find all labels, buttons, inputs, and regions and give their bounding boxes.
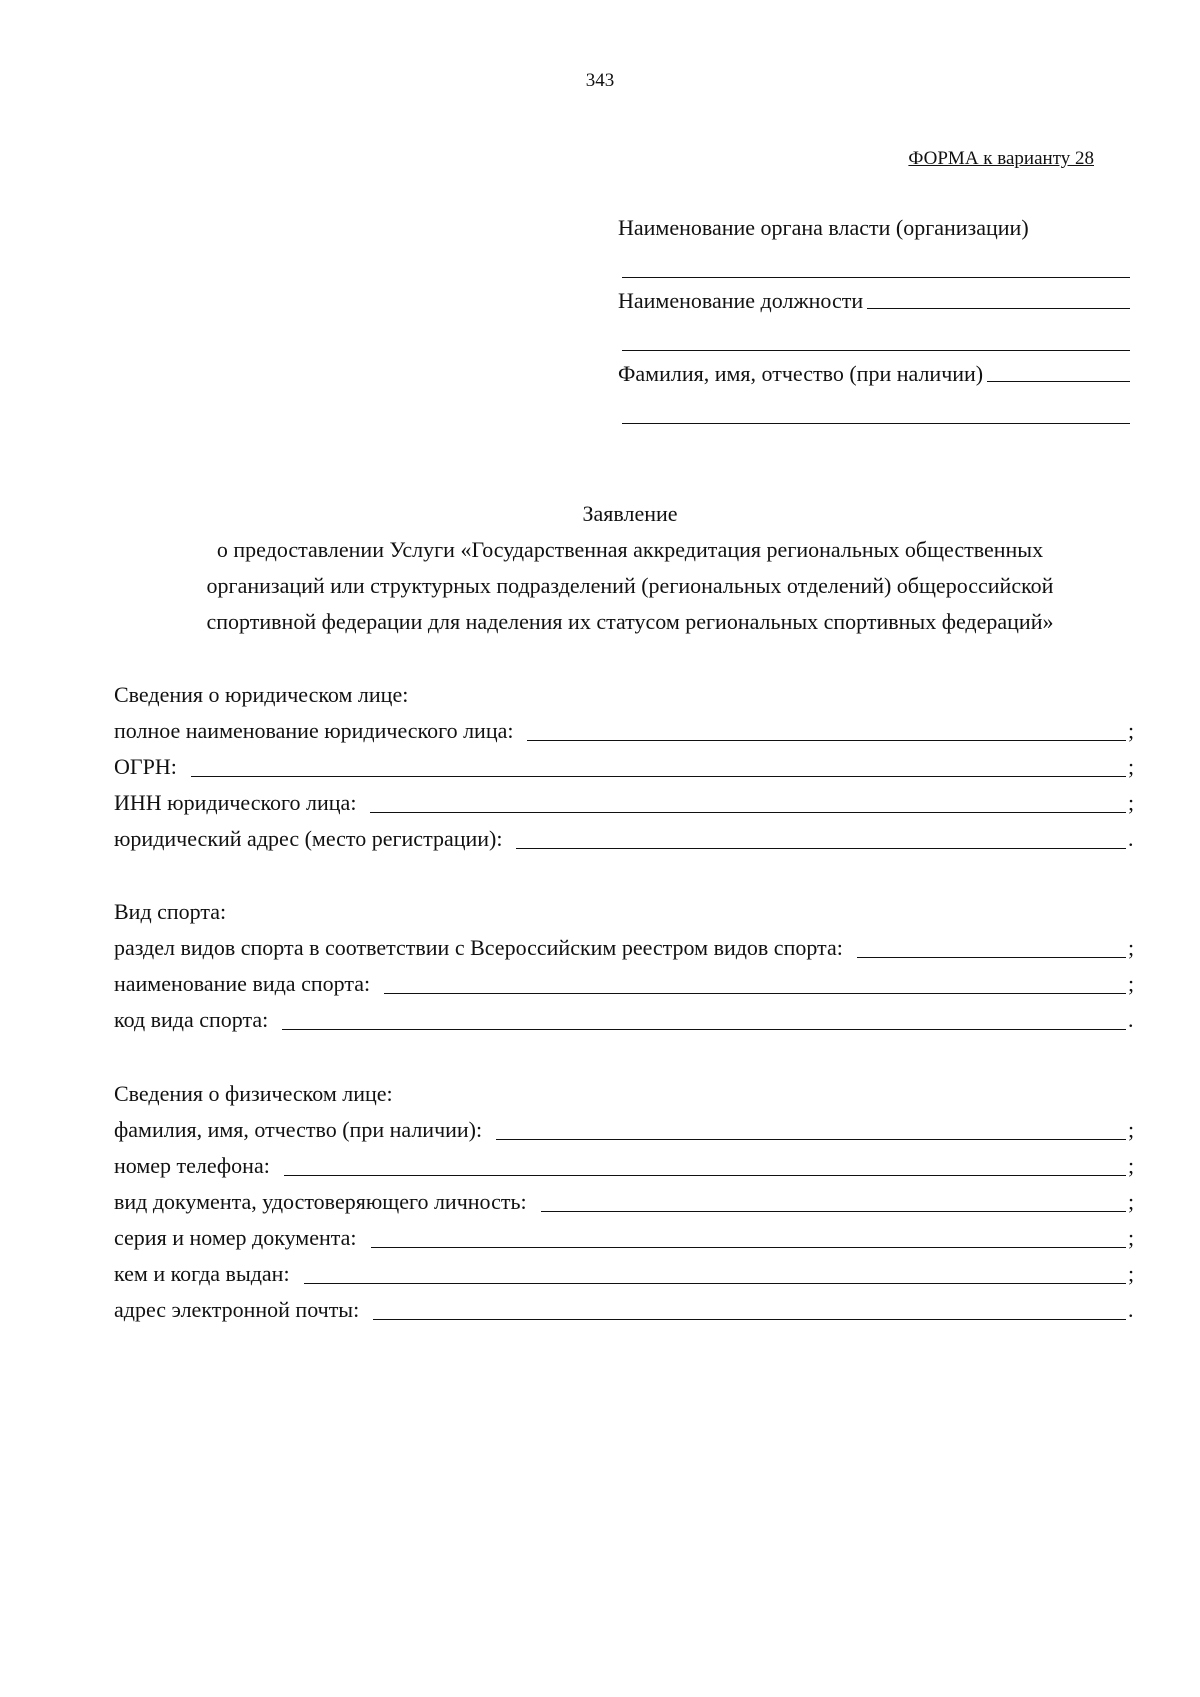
- field-end: ;: [1128, 1189, 1135, 1214]
- authority-blank[interactable]: [622, 241, 1130, 278]
- authority-label: Наименование органа власти (организации): [618, 215, 1029, 240]
- field-label: ИНН юридического лица:: [114, 790, 357, 815]
- position-blank[interactable]: [867, 308, 1130, 309]
- field-label: полное наименование юридического лица:: [114, 718, 514, 743]
- form-reference: ФОРМА к варианту 28: [908, 148, 1094, 169]
- field-end: ;: [1128, 754, 1135, 779]
- field-label: код вида спорта:: [114, 1007, 269, 1032]
- field-label: наименование вида спорта:: [114, 971, 371, 996]
- field-end: ;: [1128, 935, 1135, 960]
- field-end: ;: [1128, 971, 1135, 996]
- field-end: ;: [1128, 1261, 1135, 1286]
- field-row: [114, 1147, 1138, 1183]
- position-blank-2[interactable]: [622, 314, 1130, 351]
- authority-row: [618, 205, 1130, 241]
- field-label: кем и когда выдан:: [114, 1261, 290, 1286]
- section-heading: Вид спорта:: [114, 899, 227, 924]
- page-number: 343: [585, 70, 615, 91]
- field-label: номер телефона:: [114, 1153, 270, 1178]
- field-end: ;: [1128, 1117, 1135, 1142]
- field-input[interactable]: [384, 993, 1126, 994]
- field-row: [114, 1291, 1138, 1327]
- position-label: Наименование должности: [618, 288, 864, 313]
- title-line-3: спортивной федерации для наделения их статусом региональных спортивных федераций»: [206, 609, 1054, 634]
- field-label: юридический адрес (место регистрации):: [114, 826, 503, 851]
- individual-section: [114, 1075, 1138, 1327]
- field-label: раздел видов спорта в соответствии с Всероссийским реестром видов спорта:: [114, 935, 843, 960]
- section-heading: Сведения о физическом лице:: [114, 1081, 393, 1106]
- position-row: [618, 278, 1130, 314]
- field-label: ОГРН:: [114, 754, 177, 779]
- field-end: .: [1128, 826, 1134, 851]
- field-row: [114, 712, 1138, 748]
- field-row: [114, 1111, 1138, 1147]
- field-end: ;: [1128, 1225, 1135, 1250]
- field-input[interactable]: [527, 740, 1126, 741]
- field-input[interactable]: [516, 848, 1126, 849]
- name-blank-2[interactable]: [622, 387, 1130, 424]
- field-end: ;: [1128, 1153, 1135, 1178]
- name-label: Фамилия, имя, отчество (при наличии): [618, 361, 984, 386]
- field-label: адрес электронной почты:: [114, 1297, 360, 1322]
- field-label: серия и номер документа:: [114, 1225, 357, 1250]
- field-input[interactable]: [304, 1283, 1126, 1284]
- field-row: [114, 748, 1138, 784]
- name-row: [618, 351, 1130, 387]
- title-line-2: организаций или структурных подразделений (региональных отделений) общероссийской: [206, 573, 1054, 598]
- field-row: [114, 965, 1138, 1001]
- field-row: [114, 784, 1138, 820]
- document-title: [120, 496, 1140, 640]
- field-input[interactable]: [373, 1319, 1126, 1320]
- field-row: [114, 1183, 1138, 1219]
- field-input[interactable]: [371, 1247, 1126, 1248]
- addressee-block: [618, 205, 1130, 424]
- field-input[interactable]: [191, 776, 1126, 777]
- field-end: ;: [1128, 790, 1135, 815]
- field-input[interactable]: [541, 1211, 1126, 1212]
- field-row: [114, 1001, 1138, 1037]
- field-input[interactable]: [282, 1029, 1126, 1030]
- field-label: фамилия, имя, отчество (при наличии):: [114, 1117, 483, 1142]
- field-row: [114, 820, 1138, 856]
- field-input[interactable]: [857, 957, 1126, 958]
- title-heading: Заявление: [582, 501, 678, 526]
- field-input[interactable]: [496, 1139, 1126, 1140]
- name-blank[interactable]: [987, 381, 1130, 382]
- field-end: .: [1128, 1297, 1134, 1322]
- field-input[interactable]: [370, 812, 1126, 813]
- field-label: вид документа, удостоверяющего личность:: [114, 1189, 527, 1214]
- section-heading: Сведения о юридическом лице:: [114, 682, 409, 707]
- field-row: [114, 929, 1138, 965]
- legal-entity-section: [114, 676, 1138, 856]
- field-input[interactable]: [284, 1175, 1126, 1176]
- field-end: ;: [1128, 718, 1135, 743]
- field-row: [114, 1255, 1138, 1291]
- field-row: [114, 1219, 1138, 1255]
- sport-section: [114, 893, 1138, 1037]
- field-end: .: [1128, 1007, 1134, 1032]
- title-line-1: о предоставлении Услуги «Государственная аккредитация региональных общественных: [216, 537, 1044, 562]
